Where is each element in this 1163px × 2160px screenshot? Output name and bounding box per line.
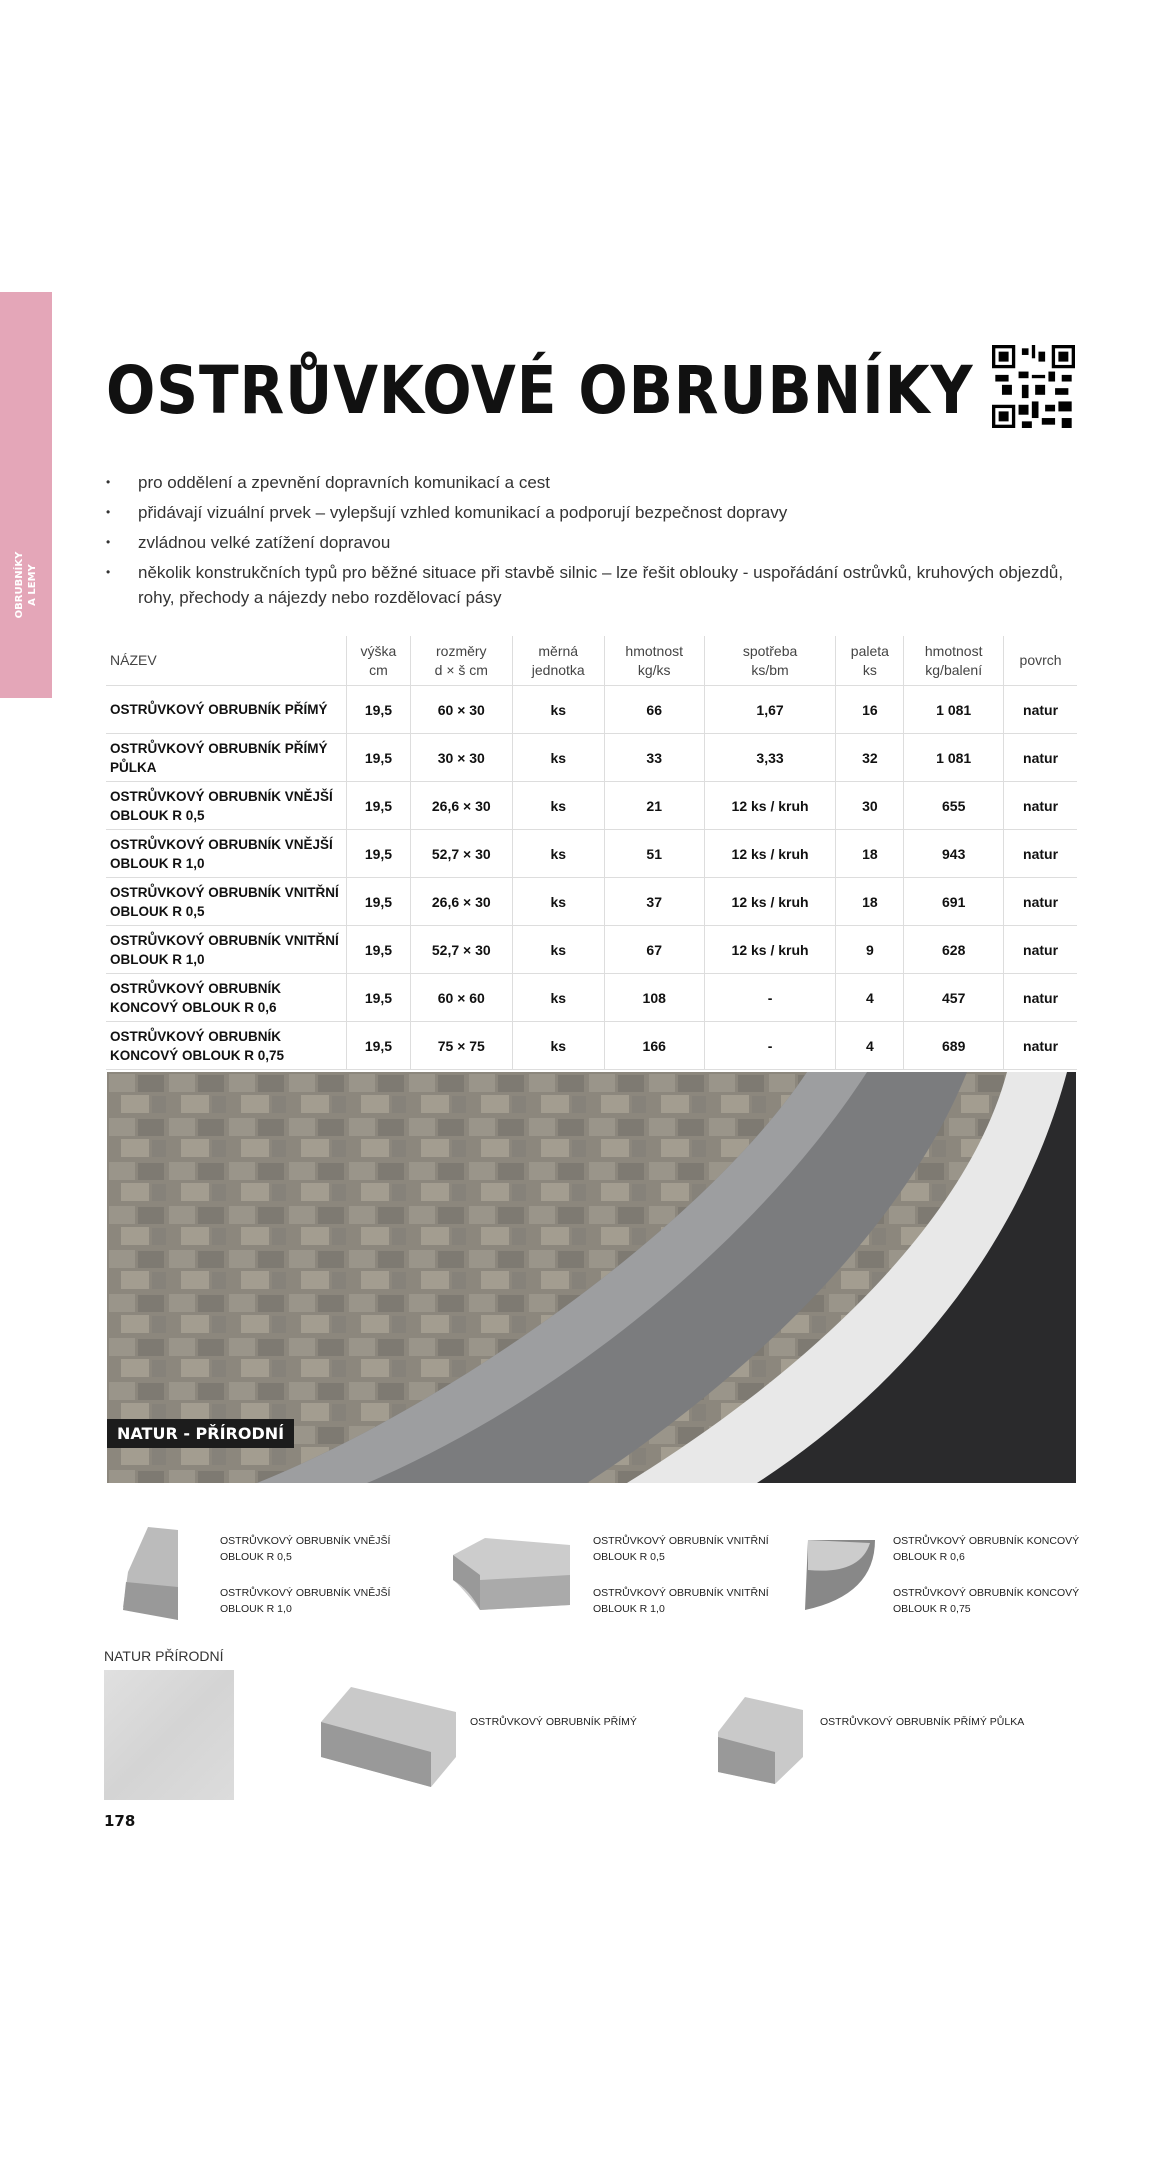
table-cell: 37: [604, 878, 704, 926]
table-cell: 66: [604, 686, 704, 734]
table-row: [106, 782, 1077, 830]
table-cell: 32: [836, 734, 904, 782]
page-title: OSTRŮVKOVÉ OBRUBNÍKY: [106, 352, 974, 429]
table-cell: 108: [604, 974, 704, 1022]
column-header: spotřeba ks/bm: [704, 636, 836, 686]
column-header: NÁZEV: [106, 636, 347, 686]
table-cell: 52,7 × 30: [410, 926, 512, 974]
table-cell: 67: [604, 926, 704, 974]
surface-swatch: [104, 1670, 234, 1800]
table-cell: 4: [836, 1022, 904, 1070]
table-cell: natur: [1004, 1022, 1077, 1070]
column-header: měrná jednotka: [512, 636, 604, 686]
table-cell: 60 × 60: [410, 974, 512, 1022]
table-cell: 52,7 × 30: [410, 830, 512, 878]
inner-arc-curb-image: [450, 1535, 580, 1615]
product-table: [106, 636, 1077, 1070]
table-cell: 26,6 × 30: [410, 782, 512, 830]
feature-item: • pro oddělení a zpevnění dopravních komunikací a cest: [106, 470, 1076, 495]
table-row: [106, 734, 1077, 782]
product-photo: [107, 1072, 1076, 1483]
table-cell: OSTRŮVKOVÝ OBRUBNÍK KONCOVÝ OBLOUK R 0,6: [106, 974, 347, 1022]
table-cell: natur: [1004, 782, 1077, 830]
table-cell: 19,5: [347, 734, 411, 782]
table-cell: 19,5: [347, 1022, 411, 1070]
column-header: rozměry d × š cm: [410, 636, 512, 686]
table-cell: 19,5: [347, 782, 411, 830]
product-caption-straight: OSTRŮVKOVÝ OBRUBNÍK PŘÍMÝ: [470, 1716, 637, 1728]
table-cell: ks: [512, 782, 604, 830]
product-caption-inner-arc: OSTRŮVKOVÝ OBRUBNÍK VNITŘNÍ OBLOUK R 0,5 OSTRŮVKOVÝ OBRUBNÍK VNITŘNÍ OBLOUK R 1,0: [593, 1535, 769, 1615]
photo-caption: NATUR - PŘÍRODNÍ: [107, 1419, 294, 1448]
qr-code-icon: [992, 345, 1075, 428]
table-cell: 30: [836, 782, 904, 830]
table-cell: 457: [904, 974, 1004, 1022]
table-cell: 1 081: [904, 686, 1004, 734]
table-cell: 9: [836, 926, 904, 974]
table-cell: 16: [836, 686, 904, 734]
section-line2: A LEMY: [27, 564, 38, 606]
table-cell: 943: [904, 830, 1004, 878]
table-cell: 1 081: [904, 734, 1004, 782]
straight-curb-image: [316, 1682, 456, 1792]
table-cell: OSTRŮVKOVÝ OBRUBNÍK VNITŘNÍ OBLOUK R 1,0: [106, 926, 347, 974]
table-cell: 628: [904, 926, 1004, 974]
table-cell: ks: [512, 830, 604, 878]
surface-label: NATUR PŘÍRODNÍ: [104, 1648, 224, 1664]
table-cell: 12 ks / kruh: [704, 878, 836, 926]
table-row: [106, 1022, 1077, 1070]
table-cell: 4: [836, 974, 904, 1022]
table-cell: 1,67: [704, 686, 836, 734]
table-cell: ks: [512, 878, 604, 926]
table-cell: 30 × 30: [410, 734, 512, 782]
table-cell: natur: [1004, 734, 1077, 782]
table-cell: 166: [604, 1022, 704, 1070]
section-tab: [0, 292, 52, 698]
table-cell: 75 × 75: [410, 1022, 512, 1070]
table-cell: 19,5: [347, 830, 411, 878]
table-cell: 19,5: [347, 974, 411, 1022]
table-cell: -: [704, 974, 836, 1022]
table-cell: 19,5: [347, 878, 411, 926]
section-tab-label: [13, 552, 39, 619]
table-cell: 19,5: [347, 686, 411, 734]
table-cell: natur: [1004, 878, 1077, 926]
table-cell: ks: [512, 926, 604, 974]
table-cell: 19,5: [347, 926, 411, 974]
table-cell: 60 × 30: [410, 686, 512, 734]
product-caption-end-arc: OSTRŮVKOVÝ OBRUBNÍK KONCOVÝ OBLOUK R 0,6 OSTRŮVKOVÝ OBRUBNÍK KONCOVÝ OBLOUK R 0,75: [893, 1535, 1080, 1615]
table-cell: natur: [1004, 974, 1077, 1022]
table-cell: 12 ks / kruh: [704, 926, 836, 974]
table-cell: ks: [512, 974, 604, 1022]
table-cell: ks: [512, 1022, 604, 1070]
table-cell: natur: [1004, 926, 1077, 974]
table-cell: 18: [836, 878, 904, 926]
table-cell: ks: [512, 686, 604, 734]
column-header: výška cm: [347, 636, 411, 686]
table-cell: 18: [836, 830, 904, 878]
table-cell: natur: [1004, 830, 1077, 878]
table-cell: natur: [1004, 686, 1077, 734]
column-header: hmotnost kg/ks: [604, 636, 704, 686]
table-cell: OSTRŮVKOVÝ OBRUBNÍK PŘÍMÝ PŮLKA: [106, 734, 347, 782]
feature-item: • zvládnou velké zatížení dopravou: [106, 530, 1076, 555]
outer-arc-curb-image: [118, 1522, 218, 1622]
column-header: povrch: [1004, 636, 1077, 686]
table-cell: OSTRŮVKOVÝ OBRUBNÍK KONCOVÝ OBLOUK R 0,75: [106, 1022, 347, 1070]
table-cell: 33: [604, 734, 704, 782]
table-cell: 26,6 × 30: [410, 878, 512, 926]
table-cell: 691: [904, 878, 1004, 926]
table-cell: 689: [904, 1022, 1004, 1070]
table-row: [106, 926, 1077, 974]
table-cell: 655: [904, 782, 1004, 830]
table-row: [106, 686, 1077, 734]
table-cell: 3,33: [704, 734, 836, 782]
table-row: [106, 830, 1077, 878]
table-cell: OSTRŮVKOVÝ OBRUBNÍK VNĚJŠÍ OBLOUK R 1,0: [106, 830, 347, 878]
table-cell: OSTRŮVKOVÝ OBRUBNÍK VNĚJŠÍ OBLOUK R 0,5: [106, 782, 347, 830]
straight-half-curb-image: [715, 1692, 805, 1787]
feature-item: • několik konstrukčních typů pro běžné situace při stavbě silnic – lze řešit oblouky - uspořádání ostrůvků, kruhových objezdů, rohy, přechody a nájezdy nebo rozdělovací pásy: [106, 560, 1076, 610]
section-line1: OBRUBNÍKY: [14, 551, 25, 619]
feature-item: • přidávají vizuální prvek – vylepšují vzhled komunikací a podporují bezpečnost dopravy: [106, 500, 1076, 525]
table-cell: 21: [604, 782, 704, 830]
page-number: 178: [104, 1812, 136, 1830]
end-arc-curb-image: [800, 1535, 880, 1615]
column-header: paleta ks: [836, 636, 904, 686]
table-cell: ks: [512, 734, 604, 782]
table-cell: 12 ks / kruh: [704, 782, 836, 830]
product-caption-outer-arc: OSTRŮVKOVÝ OBRUBNÍK VNĚJŠÍ OBLOUK R 0,5 OSTRŮVKOVÝ OBRUBNÍK VNĚJŠÍ OBLOUK R 1,0: [220, 1535, 391, 1615]
column-header: hmotnost kg/balení: [904, 636, 1004, 686]
feature-list: [106, 470, 1076, 615]
table-cell: 51: [604, 830, 704, 878]
table-cell: OSTRŮVKOVÝ OBRUBNÍK PŘÍMÝ: [106, 686, 347, 734]
table-row: [106, 878, 1077, 926]
product-caption-straight-half: OSTRŮVKOVÝ OBRUBNÍK PŘÍMÝ PŮLKA: [820, 1716, 1025, 1728]
table-cell: OSTRŮVKOVÝ OBRUBNÍK VNITŘNÍ OBLOUK R 0,5: [106, 878, 347, 926]
table-row: [106, 974, 1077, 1022]
table-cell: 12 ks / kruh: [704, 830, 836, 878]
table-cell: -: [704, 1022, 836, 1070]
